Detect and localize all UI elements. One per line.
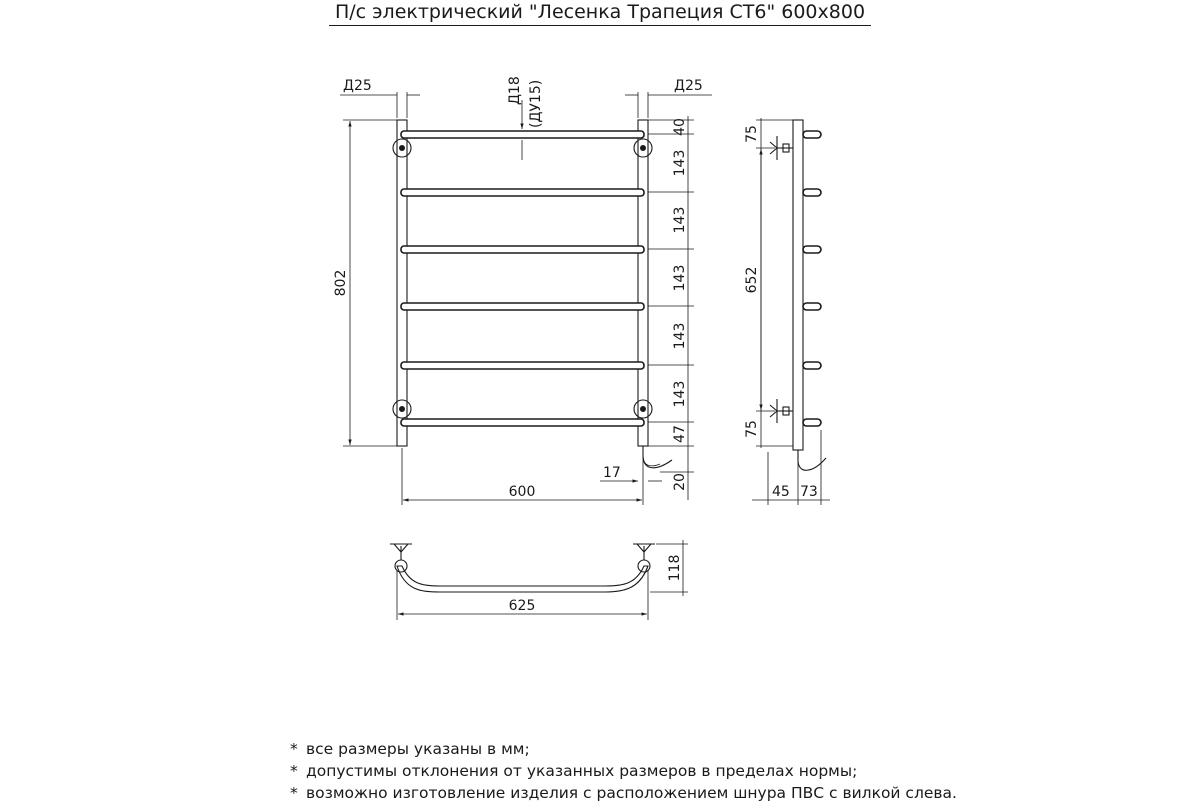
spacing-label: 143 (672, 149, 688, 177)
top-depth-label: 118 (667, 554, 683, 582)
depth-label: 73 (800, 484, 818, 500)
spacing-label: 47 (672, 425, 688, 443)
left-diameter-label: Д25 (343, 78, 372, 94)
spacing-label: 143 (672, 380, 688, 408)
front-bars (401, 131, 644, 426)
front-bar (401, 362, 644, 369)
inlet-nominal-label: (ДУ15) (528, 79, 544, 128)
bottom-offset-label: 75 (744, 420, 760, 438)
inlet-diameter-label: Д18 (507, 76, 523, 105)
spacing-label: 40 (672, 118, 688, 136)
note-text: возможно изготовление изделия с расположением шнура ПВС с вилкой слева. (306, 784, 957, 802)
height-label: 802 (333, 269, 349, 297)
spacing-label: 143 (672, 206, 688, 234)
width-label: 600 (508, 484, 536, 500)
side-bracket-icon (770, 136, 793, 423)
spacing-label: 143 (672, 322, 688, 350)
note-text: все размеры указаны в мм; (306, 740, 530, 758)
front-view (333, 76, 712, 505)
left-riser (397, 120, 407, 446)
side-power-cord-icon (798, 450, 826, 470)
top-view-curve (397, 566, 648, 592)
note-item (290, 782, 957, 804)
side-riser (793, 120, 803, 450)
top-width-label: 625 (508, 598, 536, 614)
side-view (744, 118, 830, 505)
spacing-label: 20 (672, 473, 688, 491)
spacing-label: 143 (672, 264, 688, 292)
top-bracket-icon (390, 544, 655, 572)
side-bar-stubs (803, 131, 821, 426)
top-view (390, 540, 688, 620)
front-bar (401, 303, 644, 310)
note-text: допустимы отклонения от указанных размеров в пределах нормы; (306, 762, 858, 780)
drawing-title-text: П/с электрический "Лесенка Трапеция СТ6" 600x800 (329, 0, 871, 26)
top-offset-label: 75 (744, 125, 760, 143)
front-bar (401, 189, 644, 196)
right-diameter-label: Д25 (674, 78, 703, 94)
note-item (290, 738, 957, 760)
wall-mount-icon (393, 139, 652, 418)
note-bullet: * (290, 784, 298, 802)
note-item (290, 760, 957, 782)
front-bar (401, 131, 644, 138)
note-bullet: * (290, 740, 298, 758)
front-bar (401, 419, 644, 426)
wall-gap-label: 45 (772, 484, 790, 500)
front-bar (401, 246, 644, 253)
note-bullet: * (290, 762, 298, 780)
right-riser (638, 120, 648, 446)
center-distance-label: 652 (744, 266, 760, 294)
offset-label: 17 (603, 465, 621, 481)
notes-list (290, 738, 957, 804)
